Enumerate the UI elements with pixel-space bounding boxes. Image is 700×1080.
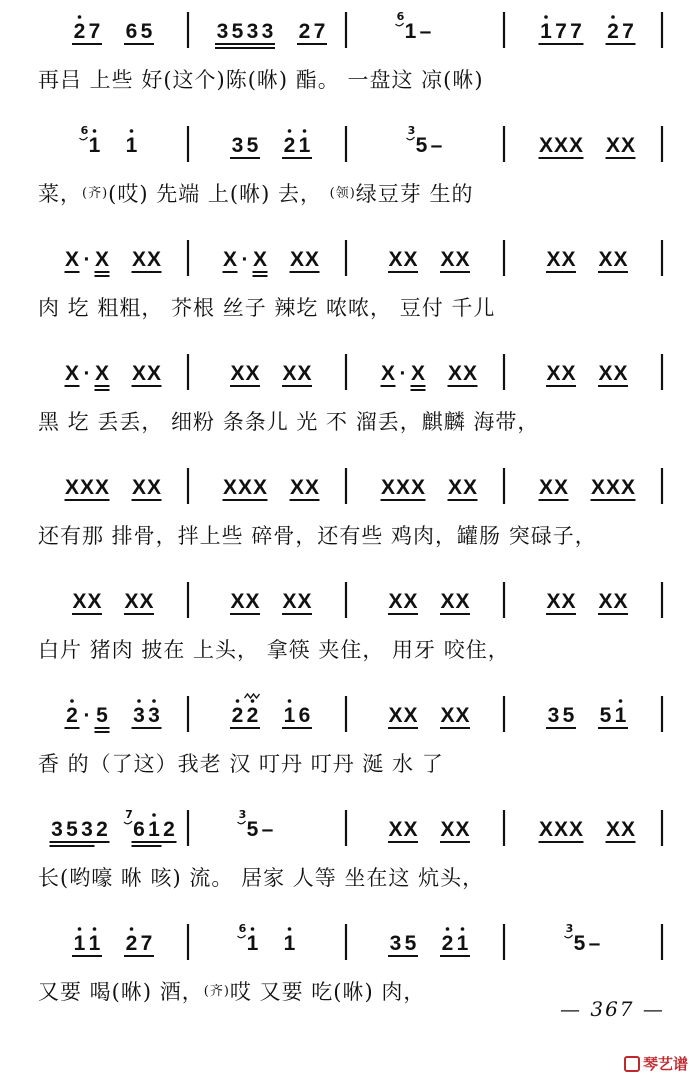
- note: X: [462, 476, 478, 499]
- measure: [215, 20, 327, 48]
- note: 1: [125, 134, 138, 157]
- note: X: [72, 590, 87, 613]
- note: X: [613, 248, 628, 271]
- note: X: [124, 590, 139, 613]
- grace-note: 6: [238, 922, 247, 935]
- note: X: [447, 362, 463, 385]
- notation-line: [72, 922, 662, 960]
- note: ·: [83, 248, 91, 271]
- watermark: [624, 1053, 688, 1074]
- lyric-line: [38, 292, 495, 322]
- note: X: [553, 476, 569, 499]
- measure: [539, 15, 636, 44]
- note: X: [388, 590, 403, 613]
- note: 3: [216, 20, 229, 43]
- note: X: [447, 476, 463, 499]
- note: 3: [231, 134, 244, 157]
- measure: [65, 699, 162, 732]
- note: X: [462, 362, 478, 385]
- note: X: [538, 476, 554, 499]
- note: 5: [562, 704, 575, 727]
- measure: [238, 808, 274, 841]
- note: X: [64, 476, 80, 499]
- measure: [381, 476, 478, 500]
- note: X: [289, 476, 305, 499]
- note: X: [131, 362, 147, 385]
- octave-dot: [461, 927, 465, 931]
- grace-slur: [396, 23, 404, 26]
- measure: [50, 808, 177, 846]
- measure: [407, 124, 443, 157]
- lyric-text: 黑 圪 丢丢， 细粉 条条儿 光 不 溜丢，麒麟 海带，: [38, 410, 540, 434]
- lyric-line: [38, 178, 473, 208]
- grace-slur: [565, 935, 573, 938]
- octave-dot: [288, 699, 292, 703]
- note: 5: [96, 704, 108, 727]
- note: X: [440, 590, 455, 613]
- note: 6: [298, 704, 311, 727]
- note: 5: [140, 20, 153, 43]
- note: X: [403, 590, 418, 613]
- note: X: [289, 248, 305, 271]
- note: 2: [66, 704, 78, 727]
- note: X: [410, 476, 426, 499]
- note: X: [64, 362, 80, 385]
- measure: [230, 362, 312, 386]
- note: X: [139, 590, 154, 613]
- note: X: [455, 818, 470, 841]
- note: 2: [283, 134, 296, 157]
- octave-dot: [446, 927, 450, 931]
- note: X: [282, 362, 297, 385]
- measure: [381, 362, 478, 390]
- note: ·: [241, 248, 249, 271]
- note: X: [561, 590, 576, 613]
- measure: [72, 590, 154, 614]
- note: X: [440, 818, 455, 841]
- lyric-text: 白片 猪肉 披在 上头， 拿筷 夹住， 用牙 咬住，: [38, 638, 510, 662]
- note: 1: [283, 704, 296, 727]
- note: X: [146, 248, 162, 271]
- grace-slur: [124, 821, 132, 824]
- note: X: [561, 248, 576, 271]
- note: X: [605, 134, 621, 157]
- note: –: [261, 818, 274, 841]
- octave-dot: [93, 927, 97, 931]
- octave-dot: [251, 699, 255, 703]
- note: X: [94, 362, 110, 385]
- measure: [388, 818, 470, 842]
- notation-line: [65, 694, 663, 732]
- note: 7: [622, 20, 634, 43]
- note: 5: [573, 932, 586, 955]
- measure: [546, 699, 628, 728]
- lyric-text: 肉 圪 粗粗， 芥根 丝子 辣圪 哝哝， 豆付 千儿: [38, 296, 496, 320]
- note: X: [131, 476, 147, 499]
- note: X: [252, 248, 268, 271]
- note: 3: [246, 20, 259, 43]
- note: X: [222, 476, 238, 499]
- note: X: [87, 590, 102, 613]
- note: –: [588, 932, 601, 955]
- octave-dot: [288, 129, 292, 133]
- qinyipu-logo-icon: [624, 1056, 640, 1072]
- note: 3: [389, 932, 402, 955]
- lyric-text: 长(哟嚎 咻 咳) 流。 居家 人等 坐在这 炕头，: [38, 866, 485, 890]
- note: 1: [614, 704, 627, 727]
- measure: [546, 248, 628, 272]
- note: X: [146, 476, 162, 499]
- note: X: [388, 818, 403, 841]
- part-marker: (领): [329, 186, 356, 201]
- note: X: [546, 248, 561, 271]
- part-marker: (齐): [82, 186, 109, 201]
- lyric-text: 香 的（了这）我老 汉 叮丹 叮丹 涎 水 了: [38, 752, 444, 776]
- note: X: [388, 704, 403, 727]
- measure: [539, 134, 636, 158]
- note: 5: [231, 20, 244, 43]
- note: X: [620, 476, 636, 499]
- measure: [388, 248, 470, 272]
- lyric-line: [38, 748, 444, 778]
- page-number: — 367 —: [560, 997, 665, 1021]
- note: X: [605, 476, 621, 499]
- grace-note: 3: [238, 808, 247, 821]
- octave-dot: [152, 813, 156, 817]
- measure: [80, 124, 138, 157]
- note: X: [410, 362, 426, 385]
- measure: [565, 922, 601, 955]
- note: 7: [140, 932, 153, 955]
- octave-dot: [93, 129, 97, 133]
- measure: [230, 129, 312, 158]
- note: X: [455, 248, 470, 271]
- note: X: [613, 362, 628, 385]
- note: 1: [88, 932, 101, 955]
- note: 7: [555, 20, 567, 43]
- measure: [223, 248, 320, 276]
- lyric-line: [38, 520, 597, 550]
- note: 2: [163, 818, 175, 841]
- note: 2: [441, 932, 454, 955]
- note: 2: [246, 704, 259, 727]
- measure: [546, 362, 628, 386]
- note: X: [403, 818, 418, 841]
- octave-dot: [137, 699, 141, 703]
- note: 3: [51, 818, 63, 841]
- octave-dot: [544, 15, 548, 19]
- note: 2: [96, 818, 108, 841]
- note: X: [380, 476, 396, 499]
- grace-note: 7: [125, 808, 133, 821]
- measure: [539, 818, 636, 842]
- octave-dot: [78, 15, 82, 19]
- note: X: [440, 704, 455, 727]
- note: X: [131, 248, 147, 271]
- notation-line: [50, 808, 663, 846]
- grace-slur: [80, 137, 88, 140]
- note: X: [568, 818, 584, 841]
- note: –: [419, 20, 432, 43]
- note: ·: [83, 704, 91, 727]
- octave-dot: [288, 927, 292, 931]
- note: X: [590, 476, 606, 499]
- note: X: [222, 248, 238, 271]
- note: X: [282, 590, 297, 613]
- watermark-text: 琴艺谱: [642, 1055, 688, 1073]
- grace-slur: [238, 821, 246, 824]
- note: ·: [83, 362, 91, 385]
- measure: [388, 590, 470, 614]
- note: X: [380, 362, 396, 385]
- octave-dot: [303, 129, 307, 133]
- grace-slur: [238, 935, 246, 938]
- lyric-line: [38, 64, 484, 94]
- octave-dot: [130, 927, 134, 931]
- notation-line: [72, 10, 662, 48]
- note: 3: [81, 818, 93, 841]
- measure: [388, 704, 470, 728]
- note: X: [395, 476, 411, 499]
- measure: [230, 590, 312, 614]
- note: X: [230, 362, 245, 385]
- note: X: [245, 590, 260, 613]
- measure: [72, 927, 154, 956]
- note: 1: [246, 932, 259, 955]
- note: 6: [133, 818, 145, 841]
- measure: [546, 590, 628, 614]
- lyric-text: 哎 又要 吃(咻) 肉，: [229, 980, 426, 1004]
- notation-line: [65, 240, 663, 276]
- lyric-text: 菜，: [38, 182, 82, 206]
- note: X: [304, 476, 320, 499]
- grace-note: 6: [396, 10, 405, 23]
- trill-mark: [245, 694, 260, 698]
- note: 1: [298, 134, 311, 157]
- grace-note: 3: [407, 124, 416, 137]
- note: 1: [540, 20, 552, 43]
- lyric-text: 又要 喝(咻) 酒，: [38, 980, 204, 1004]
- note: 3: [148, 704, 160, 727]
- note: X: [553, 818, 569, 841]
- octave-dot: [78, 927, 82, 931]
- note: X: [403, 704, 418, 727]
- measure: [72, 15, 154, 44]
- lyric-text: (哎) 先端 上(咻) 去，: [108, 182, 330, 206]
- note: 3: [133, 704, 145, 727]
- note: X: [546, 362, 561, 385]
- notation-line: [65, 468, 663, 504]
- note: X: [245, 362, 260, 385]
- lyric-text: 绿豆芽 生的: [355, 182, 474, 206]
- note: X: [440, 248, 455, 271]
- note: 7: [88, 20, 101, 43]
- note: X: [605, 818, 621, 841]
- note: X: [297, 590, 312, 613]
- note: X: [252, 476, 268, 499]
- octave-dot: [619, 699, 623, 703]
- note: X: [613, 590, 628, 613]
- note: X: [620, 818, 636, 841]
- note: 5: [415, 134, 428, 157]
- lyric-text: 还有那 排骨，拌上些 碎骨，还有些 鸡肉，罐肠 突碌子，: [38, 524, 597, 548]
- octave-dot: [251, 927, 255, 931]
- notation-line: [72, 582, 662, 618]
- note: X: [79, 476, 95, 499]
- lyric-line: [38, 862, 484, 892]
- measure: [65, 362, 162, 390]
- notation-line: [65, 354, 663, 390]
- note: –: [430, 134, 443, 157]
- note: 6: [125, 20, 138, 43]
- measure: [65, 248, 162, 276]
- note: 1: [73, 932, 86, 955]
- measure: [539, 476, 636, 500]
- grace-slur: [407, 137, 415, 140]
- note: 1: [283, 932, 296, 955]
- part-marker: (齐): [203, 984, 230, 999]
- grace-note: 3: [565, 922, 574, 935]
- note: X: [455, 704, 470, 727]
- note: 5: [599, 704, 612, 727]
- note: 1: [148, 818, 160, 841]
- note: X: [146, 362, 162, 385]
- lyric-line: [38, 976, 425, 1006]
- note: 3: [547, 704, 560, 727]
- measure: [65, 476, 162, 500]
- note: X: [403, 248, 418, 271]
- notation-line: [80, 124, 663, 162]
- note: 2: [607, 20, 619, 43]
- octave-dot: [130, 129, 134, 133]
- note: X: [598, 248, 613, 271]
- note: X: [388, 248, 403, 271]
- note: 5: [66, 818, 78, 841]
- note: X: [553, 134, 569, 157]
- note: X: [538, 818, 554, 841]
- grace-note: 6: [80, 124, 89, 137]
- octave-dot: [152, 699, 156, 703]
- note: 7: [570, 20, 582, 43]
- note: X: [598, 590, 613, 613]
- measure: [230, 694, 312, 728]
- note: 2: [298, 20, 311, 43]
- note: X: [538, 134, 554, 157]
- note: X: [561, 362, 576, 385]
- note: 3: [261, 20, 274, 43]
- note: ·: [399, 362, 407, 385]
- measure: [388, 927, 470, 956]
- note: 2: [231, 704, 244, 727]
- note: X: [598, 362, 613, 385]
- lyric-text: 再吕 上些 好(这个)陈(咻) 酯。 一盘这 凉(咻): [38, 68, 484, 92]
- note: X: [297, 362, 312, 385]
- note: 2: [73, 20, 86, 43]
- lyric-line: [38, 406, 539, 436]
- note: 5: [246, 818, 259, 841]
- lyric-line: [38, 634, 510, 664]
- note: 1: [456, 932, 469, 955]
- note: 2: [125, 932, 138, 955]
- note: 5: [246, 134, 259, 157]
- note: X: [94, 248, 110, 271]
- octave-dot: [236, 699, 240, 703]
- note: X: [304, 248, 320, 271]
- note: 1: [404, 20, 417, 43]
- note: 1: [88, 134, 101, 157]
- octave-dot: [70, 699, 74, 703]
- measure: [223, 476, 320, 500]
- note: X: [237, 476, 253, 499]
- note: X: [455, 590, 470, 613]
- note: X: [94, 476, 110, 499]
- octave-dot: [611, 15, 615, 19]
- note: X: [620, 134, 636, 157]
- note: 7: [313, 20, 326, 43]
- note: 5: [404, 932, 417, 955]
- measure: [238, 922, 296, 955]
- note: X: [64, 248, 80, 271]
- note: X: [568, 134, 584, 157]
- measure: [396, 10, 432, 43]
- note: X: [230, 590, 245, 613]
- note: X: [546, 590, 561, 613]
